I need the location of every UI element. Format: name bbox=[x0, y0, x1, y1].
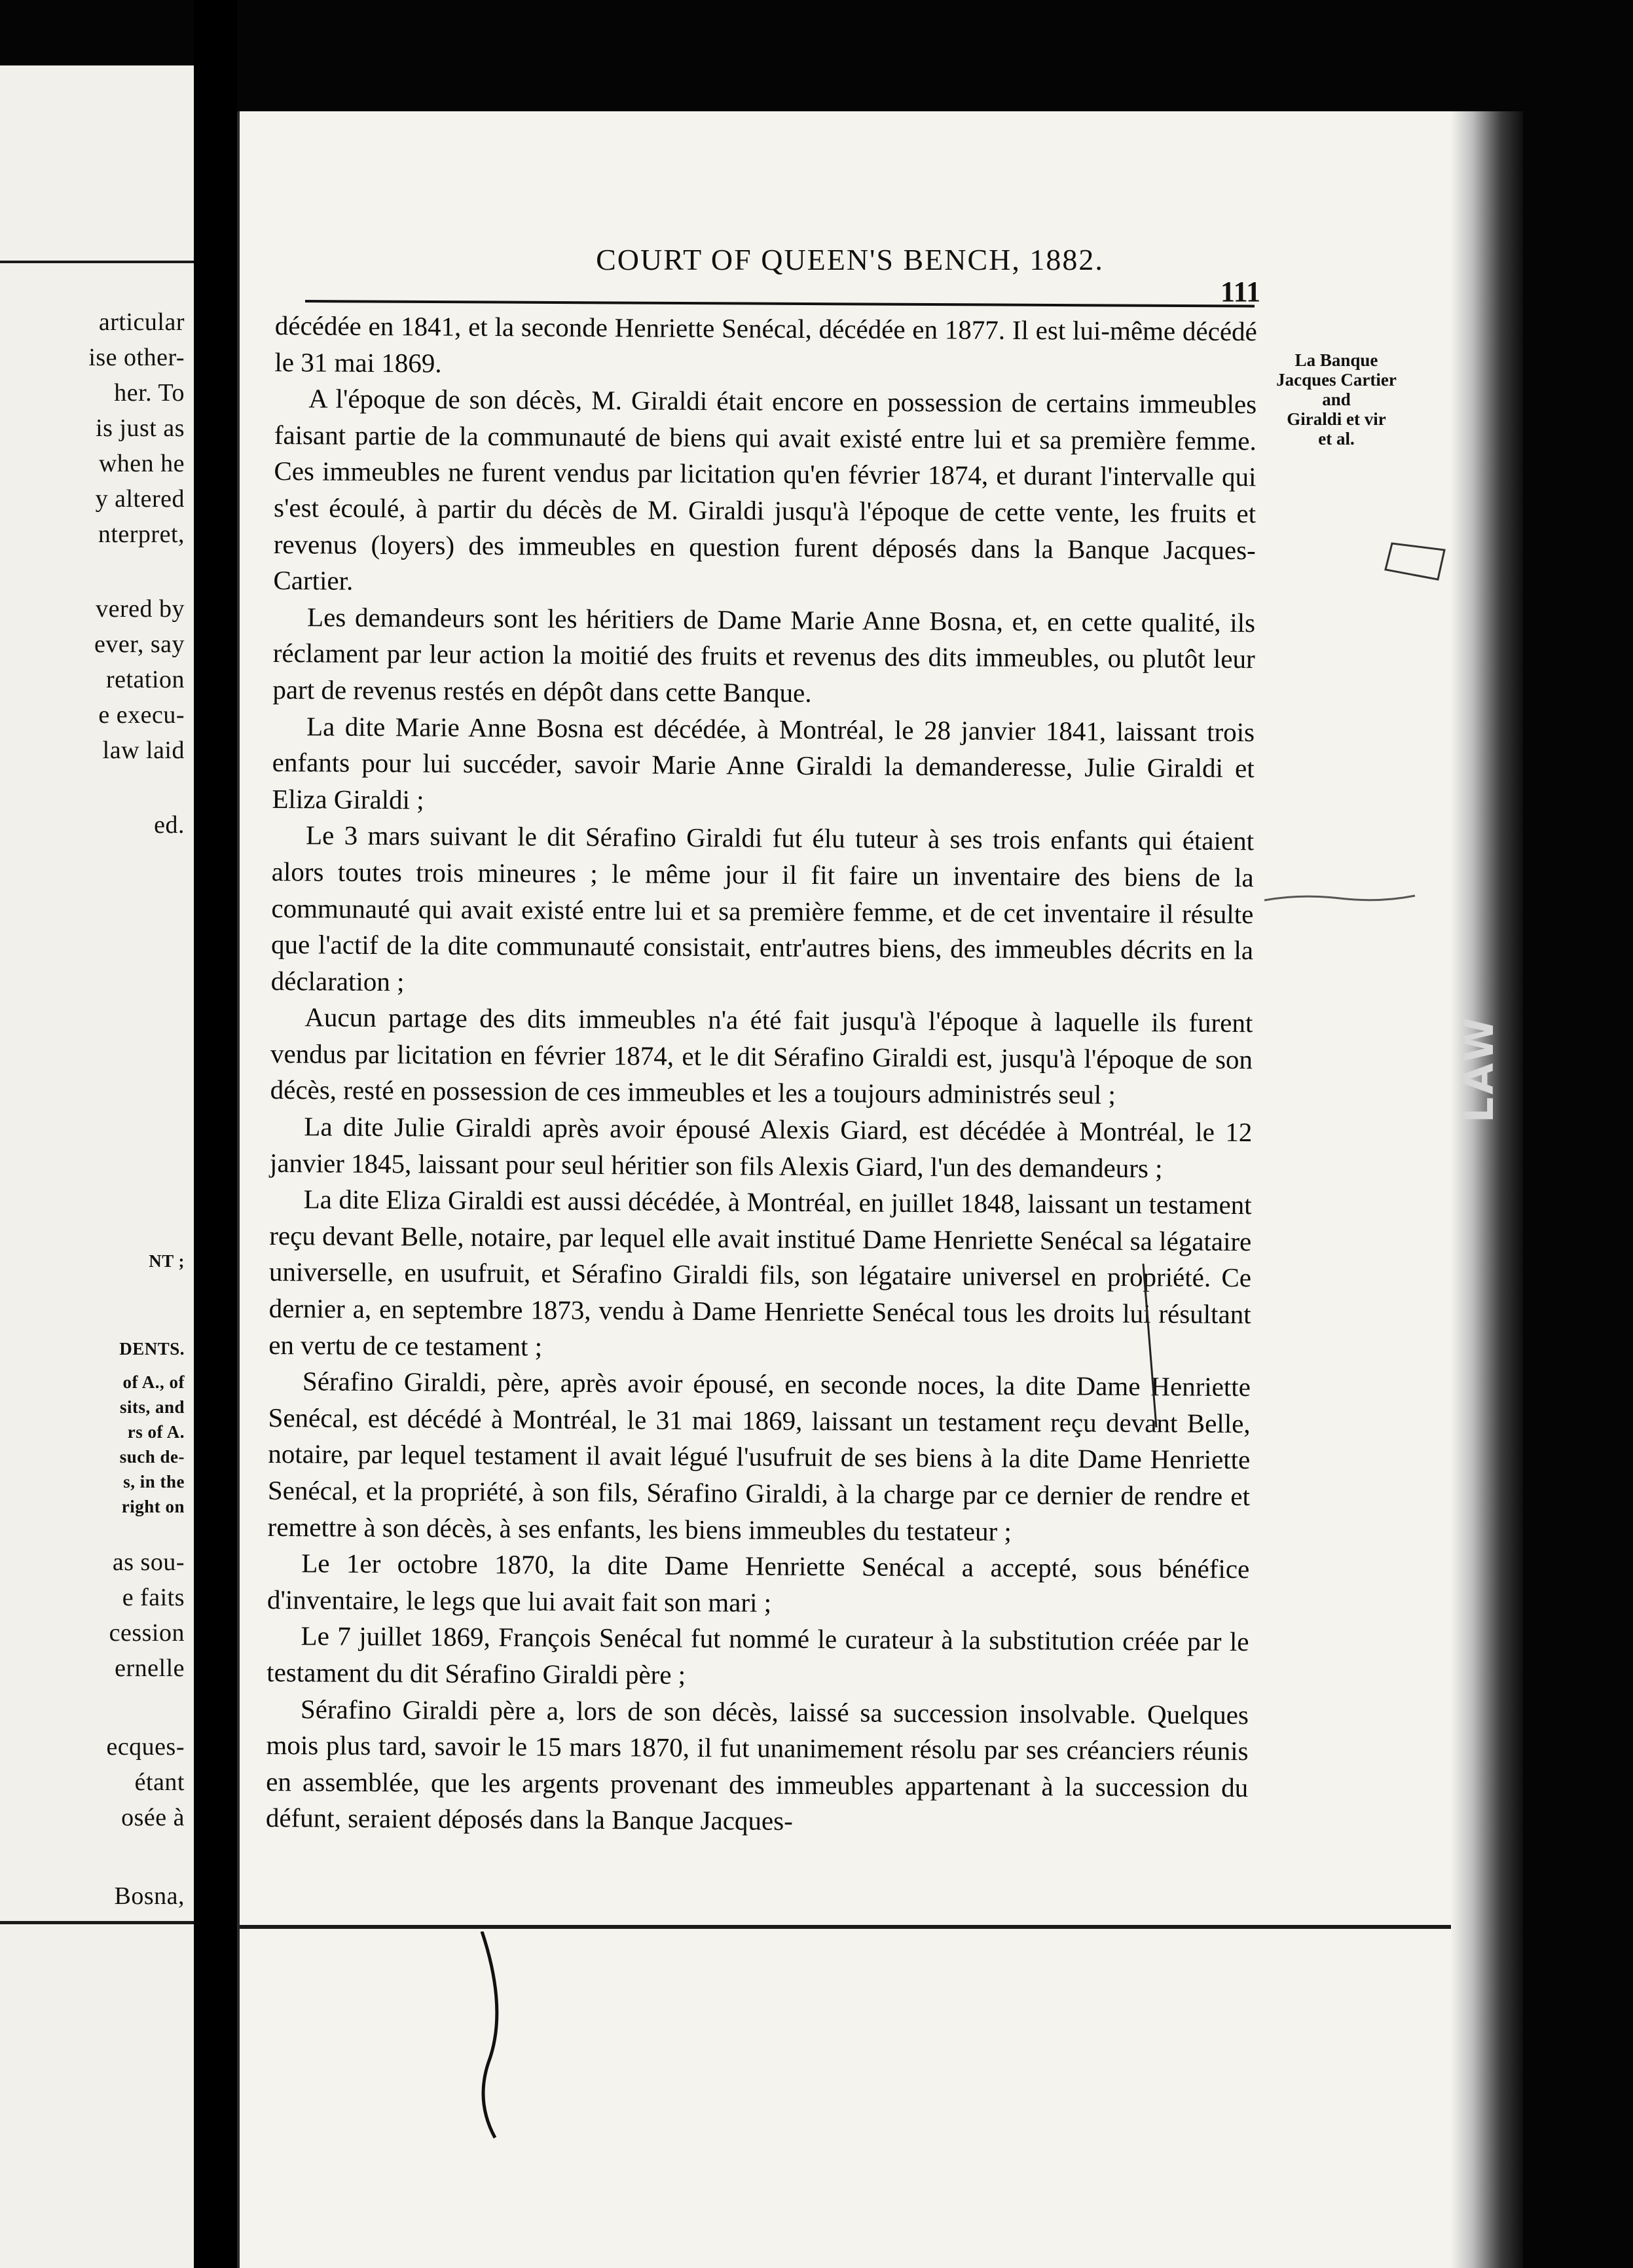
left-small-line: s, in the bbox=[123, 1472, 185, 1491]
left-line: e execu- bbox=[98, 701, 185, 729]
paragraph: Sérafino Giraldi, père, après avoir épousé, en seconde noces, la dite Dame Henriette Senécal, est décédé à Montréal, le 31 mai 1869, laissant un testament reçu devant Belle, notaire, par lequel testament il avait légué l'usufruit de ses biens à la dite Dame Henriette Senécal, et la propriété, à son fils, Sérafino Giraldi, à la charge par ce dernier de rendre et remettre à son décès, à ses enfants, les biens immeubles du testateur ; bbox=[267, 1366, 1251, 1546]
left-bottom-rule bbox=[0, 1921, 194, 1924]
left-line: her. To bbox=[114, 379, 185, 407]
left-lower-line: cession bbox=[109, 1619, 185, 1647]
left-line: ise other- bbox=[88, 344, 185, 371]
left-page-fragment bbox=[0, 65, 194, 2268]
left-lower-line: ernelle bbox=[115, 1655, 185, 1682]
paragraph: Les demandeurs sont les héritiers de Dame Marie Anne Bosna, et, en cette qualité, ils réclament par leur action la moitié des fruits et revenus des dits immeubles, ou plutôt leur part de revenus restés en dépôt dans cette Banque. bbox=[272, 602, 1256, 708]
left-lower-line: as sou- bbox=[112, 1548, 185, 1576]
left-small-line: such de- bbox=[119, 1447, 185, 1467]
body-text bbox=[266, 308, 1257, 1842]
pencil-mark-icon bbox=[1379, 530, 1458, 609]
library-stamp-icon: LAW bbox=[1455, 1015, 1503, 1124]
paragraph: Le 7 juillet 1869, François Senécal fut nommé le curateur à la substitution créée par le testament du dit Sérafino Giraldi père ; bbox=[266, 1620, 1249, 1690]
paragraph: Aucun partage des dits immeubles n'a été fait jusqu'à l'époque à laquelle ils furent vendus par licitation en février 1874, et le dit Sérafino Giraldi est, jusqu'à l'époque de son décès, resté en possession de ces immeubles et les a toujours administrés seul ; bbox=[270, 1002, 1253, 1110]
paragraph: La dite Eliza Giraldi est aussi décédée, à Montréal, en juillet 1848, laissant un testament reçu devant Belle, notaire, par lequel elle avait institué Dame Henriette Senécal sa légataire universelle, en usufruit, et Sérafino Giraldi fils, son légataire universel en propriété. Ce dernier a, en septembre 1873, vendu à Dame Henriette Senécal tous les droits lui résultant en vertu de ce testament ; bbox=[268, 1184, 1252, 1362]
paragraph: Le 3 mars suivant le dit Sérafino Giraldi fut élu tuteur à ses trois enfants qui étaient alors toutes trois mineures ; le même jour il fit faire un inventaire des biens de la communauté qui avait existé entre lui et sa première femme, et de cet inventaire il résulte que l'actif de la dite communauté consistait, entr'autres biens, des immeubles décrits en la déclaration ; bbox=[270, 820, 1255, 997]
side-note-line: Giraldi et vir bbox=[1287, 409, 1386, 429]
left-dents-label: DENTS. bbox=[119, 1339, 185, 1359]
paragraph: Le 1er octobre 1870, la dite Dame Henriette Senécal a accepté, sous bénéfice d'inventaire, le legs que lui avait fait son mari ; bbox=[266, 1548, 1250, 1618]
left-line: is just as bbox=[96, 414, 185, 442]
left-small-line: right on bbox=[121, 1497, 185, 1516]
paragraph: Sérafino Giraldi père a, lors de son décès, laissé sa succession insolvable. Quelques mois plus tard, savoir le 15 mars 1870, il fut unanimement résolu par ses créanciers réunis en assemblée, que les argents provenant des immeubles appartenant à la succession du défunt, seraient déposés dans la Banque Jacques- bbox=[265, 1693, 1249, 1837]
page-number: 111 bbox=[1220, 276, 1261, 308]
side-note-line: La Banque bbox=[1294, 350, 1378, 370]
left-line: when he bbox=[98, 450, 185, 477]
page-edge-shadow bbox=[1451, 111, 1523, 2268]
left-small-line: sits, and bbox=[119, 1397, 185, 1417]
side-note bbox=[1261, 350, 1412, 448]
left-line: law laid bbox=[102, 737, 185, 764]
left-line: y altered bbox=[95, 485, 185, 513]
left-bottom-word: Bosna, bbox=[114, 1882, 185, 1910]
pen-stroke-icon bbox=[1137, 1264, 1176, 1434]
pen-stroke-icon bbox=[469, 1931, 521, 2141]
left-small-line: rs of A. bbox=[127, 1422, 185, 1442]
left-line: nterpret, bbox=[98, 521, 185, 548]
bottom-rule bbox=[240, 1925, 1523, 1929]
paragraph: A l'époque de son décès, M. Giraldi était encore en possession de certains immeubles faisant partie de la communauté de biens qui avait existé entre lui et sa première femme. Ces immeubles ne furent vendus par licitation qu'en février 1874, et durant l'intervalle qui s'est écoulé, à partir du décès de M. Giraldi jusqu'à l'époque de cette vente, les fruits et revenus (loyers) des immeubles en question furent déposés dans la Banque Jacques-Cartier. bbox=[273, 383, 1257, 596]
paragraph: La dite Marie Anne Bosna est décédée, à Montréal, le 28 janvier 1841, laissant trois enfants pour lui succéder, savoir Marie Anne Giraldi la demanderesse, Julie Giraldi et Eliza Giraldi ; bbox=[272, 710, 1255, 815]
left-line: articular bbox=[98, 308, 185, 336]
left-lower-line: e faits bbox=[122, 1584, 185, 1611]
left-nt-label: NT ; bbox=[149, 1251, 185, 1271]
running-head: COURT OF QUEEN'S BENCH, 1882. bbox=[596, 243, 1104, 276]
paragraph: La dite Julie Giraldi après avoir épousé Alexis Giard, est décédée à Montréal, le 12 janvier 1845, laissant pour seul héritier son fils Alexis Giard, l'un des demandeurs ; bbox=[269, 1111, 1253, 1183]
left-small-line: of A., of bbox=[122, 1372, 185, 1392]
side-note-line: et al. bbox=[1318, 429, 1355, 448]
left-line: ed. bbox=[154, 811, 185, 839]
paragraph: décédée en 1841, et la seconde Henriette Senécal, décédée en 1877. Il est lui-même décédé le 31 mai 1869. bbox=[274, 310, 1257, 378]
left-page-rule bbox=[0, 261, 194, 263]
side-note-line: and bbox=[1322, 390, 1351, 409]
left-line: retation bbox=[105, 666, 185, 693]
left-lower-line: étant bbox=[134, 1768, 185, 1796]
left-lower-line: ecques- bbox=[106, 1733, 185, 1761]
left-lower-line: osée à bbox=[121, 1804, 185, 1831]
left-line: vered by bbox=[96, 595, 185, 623]
book-gutter bbox=[194, 0, 237, 2268]
header-rule bbox=[305, 300, 1255, 308]
side-note-line: Jacques Cartier bbox=[1276, 370, 1397, 390]
left-line: ever, say bbox=[94, 631, 185, 658]
main-page bbox=[237, 111, 1523, 2268]
pencil-line-icon bbox=[1261, 884, 1418, 910]
